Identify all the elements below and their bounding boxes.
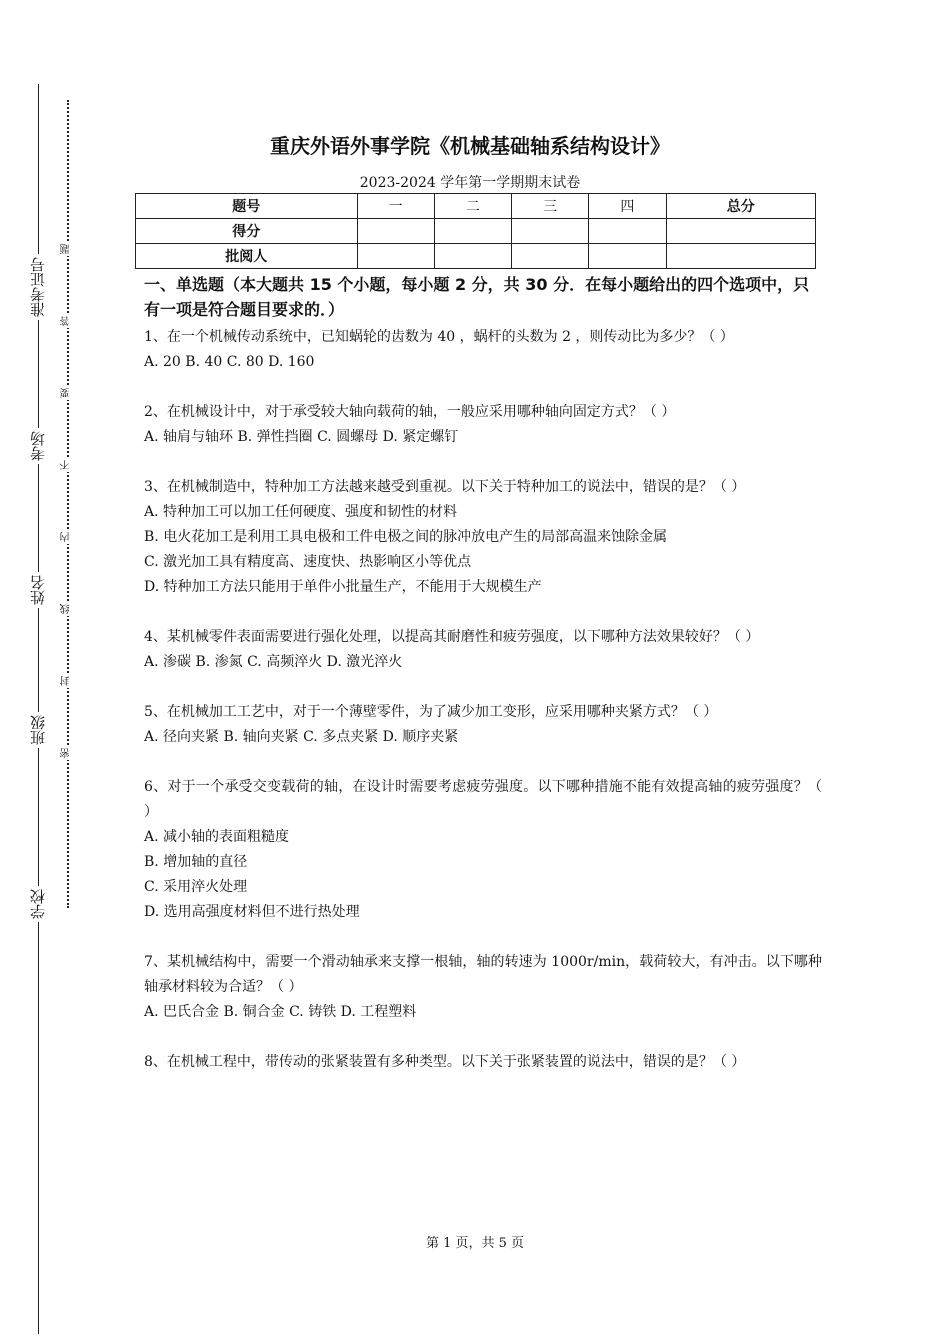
question-options: A. 渗碳 B. 渗氮 C. 高频淬火 D. 激光淬火 bbox=[144, 654, 403, 670]
score-cell bbox=[357, 219, 434, 244]
school-label: 学校 bbox=[20, 886, 56, 922]
option-b: B. 增加轴的直径 bbox=[144, 854, 248, 870]
question-5 bbox=[144, 700, 822, 750]
exam-title: 重庆外语外事学院《机械基础轴系结构设计》 bbox=[270, 134, 670, 158]
question-stem: 4、某机械零件表面需要进行强化处理，以提高其耐磨性和疲劳强度，以下哪种方法效果较好？（ ） bbox=[144, 629, 760, 645]
seal-char: 线 bbox=[58, 602, 76, 616]
exam-subtitle: 2023-2024 学年第一学期期末试卷 bbox=[359, 175, 581, 191]
reviewer-row-label: 批阅人 bbox=[136, 244, 358, 269]
question-stem: 2、在机械设计中，对于承受较大轴向载荷的轴，一般应采用哪种轴向固定方式？（ ） bbox=[144, 404, 676, 420]
score-header-cell: 二 bbox=[434, 194, 511, 219]
option-b: B. 电火花加工是利用工具电极和工件电极之间的脉冲放电产生的局部高温来蚀除金属 bbox=[144, 529, 668, 545]
seal-char: 题 bbox=[58, 242, 76, 256]
score-row bbox=[136, 219, 816, 244]
question-stem: 5、在机械加工工艺中，对于一个薄壁零件，为了减少加工变形，应采用哪种夹紧方式？（ ） bbox=[144, 704, 718, 720]
score-table bbox=[135, 193, 816, 269]
score-header-cell: 总分 bbox=[666, 194, 815, 219]
option-c: C. 采用淬火处理 bbox=[144, 879, 248, 895]
question-3 bbox=[144, 475, 822, 600]
seal-dotted-line bbox=[67, 100, 69, 908]
exam-number-label: 准考证号 bbox=[20, 254, 56, 320]
option-c: C. 激光加工具有精度高、速度快、热影响区小等优点 bbox=[144, 554, 472, 570]
score-header-cell: 三 bbox=[512, 194, 589, 219]
score-cell bbox=[589, 219, 666, 244]
question-stem: 3、在机械制造中，特种加工方法越来越受到重视。以下关于特种加工的说法中，错误的是？（ ） bbox=[144, 479, 746, 495]
seal-char: 封 bbox=[58, 674, 76, 688]
score-table-header-row bbox=[136, 194, 816, 219]
question-1 bbox=[144, 325, 822, 375]
question-8 bbox=[144, 1050, 822, 1075]
option-a: A. 减小轴的表面粗糙度 bbox=[144, 829, 290, 845]
question-options: A. 轴肩与轴环 B. 弹性挡圈 C. 圆螺母 D. 紧定螺钉 bbox=[144, 429, 459, 445]
section-heading: 一、单选题（本大题共 15 个小题，每小题 2 分，共 30 分．在每小题给出的四个选项中，只有一项是符合题目要求的．） bbox=[144, 275, 810, 319]
question-stem: 1、在一个机械传动系统中，已知蜗轮的齿数为 40 ，蜗杆的头数为 2 ，则传动比为多少？（ ） bbox=[144, 329, 734, 345]
score-row-label: 得分 bbox=[136, 219, 358, 244]
reviewer-cell bbox=[357, 244, 434, 269]
score-cell bbox=[434, 219, 511, 244]
score-cell bbox=[512, 219, 589, 244]
seal-char: 内 bbox=[58, 530, 76, 544]
binding-margin bbox=[0, 0, 90, 1344]
question-stem: 8、在机械工程中，带传动的张紧装置有多种类型。以下关于张紧装置的说法中，错误的是？（ ） bbox=[144, 1054, 746, 1070]
seal-char: 要 bbox=[58, 386, 76, 400]
reviewer-cell bbox=[589, 244, 666, 269]
exam-room-label: 考场 bbox=[20, 428, 56, 464]
seal-char: 不 bbox=[58, 458, 76, 472]
reviewer-row bbox=[136, 244, 816, 269]
question-area bbox=[144, 272, 822, 1100]
question-options: A. 径向夹紧 B. 轴向夹紧 C. 多点夹紧 D. 顺序夹紧 bbox=[144, 729, 459, 745]
question-stem: 7、某机械结构中，需要一个滑动轴承来支撑一根轴，轴的转速为 1000r/min，载荷较大，有冲击。以下哪种轴承材料较为合适？（ ） bbox=[144, 954, 822, 995]
reviewer-cell bbox=[666, 244, 815, 269]
reviewer-cell bbox=[434, 244, 511, 269]
name-label: 姓名 bbox=[20, 572, 56, 608]
page-footer: 第 1 页，共 5 页 bbox=[425, 1236, 525, 1251]
question-7 bbox=[144, 950, 822, 1025]
question-2 bbox=[144, 400, 822, 450]
question-options: A. 巴氏合金 B. 铜合金 C. 铸铁 D. 工程塑料 bbox=[144, 1004, 417, 1020]
option-a: A. 特种加工可以加工任何硬度、强度和韧性的材料 bbox=[144, 504, 458, 520]
question-6 bbox=[144, 775, 822, 925]
option-d: D. 特种加工方法只能用于单件小批量生产，不能用于大规模生产 bbox=[144, 579, 542, 595]
question-stem: 6、对于一个承受交变载荷的轴，在设计时需要考虑疲劳强度。以下哪种措施不能有效提高轴的疲劳强度？（ ） bbox=[144, 779, 822, 820]
score-cell bbox=[666, 219, 815, 244]
seal-char: 密 bbox=[58, 746, 76, 760]
reviewer-cell bbox=[512, 244, 589, 269]
score-header-cell: 四 bbox=[589, 194, 666, 219]
option-d: D. 选用高强度材料但不进行热处理 bbox=[144, 904, 360, 920]
score-header-cell: 一 bbox=[357, 194, 434, 219]
question-options: A. 20 B. 40 C. 80 D. 160 bbox=[144, 354, 315, 370]
class-label: 班级 bbox=[20, 712, 56, 748]
score-header-cell: 题号 bbox=[136, 194, 358, 219]
seal-char: 答 bbox=[58, 314, 76, 328]
question-4 bbox=[144, 625, 822, 675]
